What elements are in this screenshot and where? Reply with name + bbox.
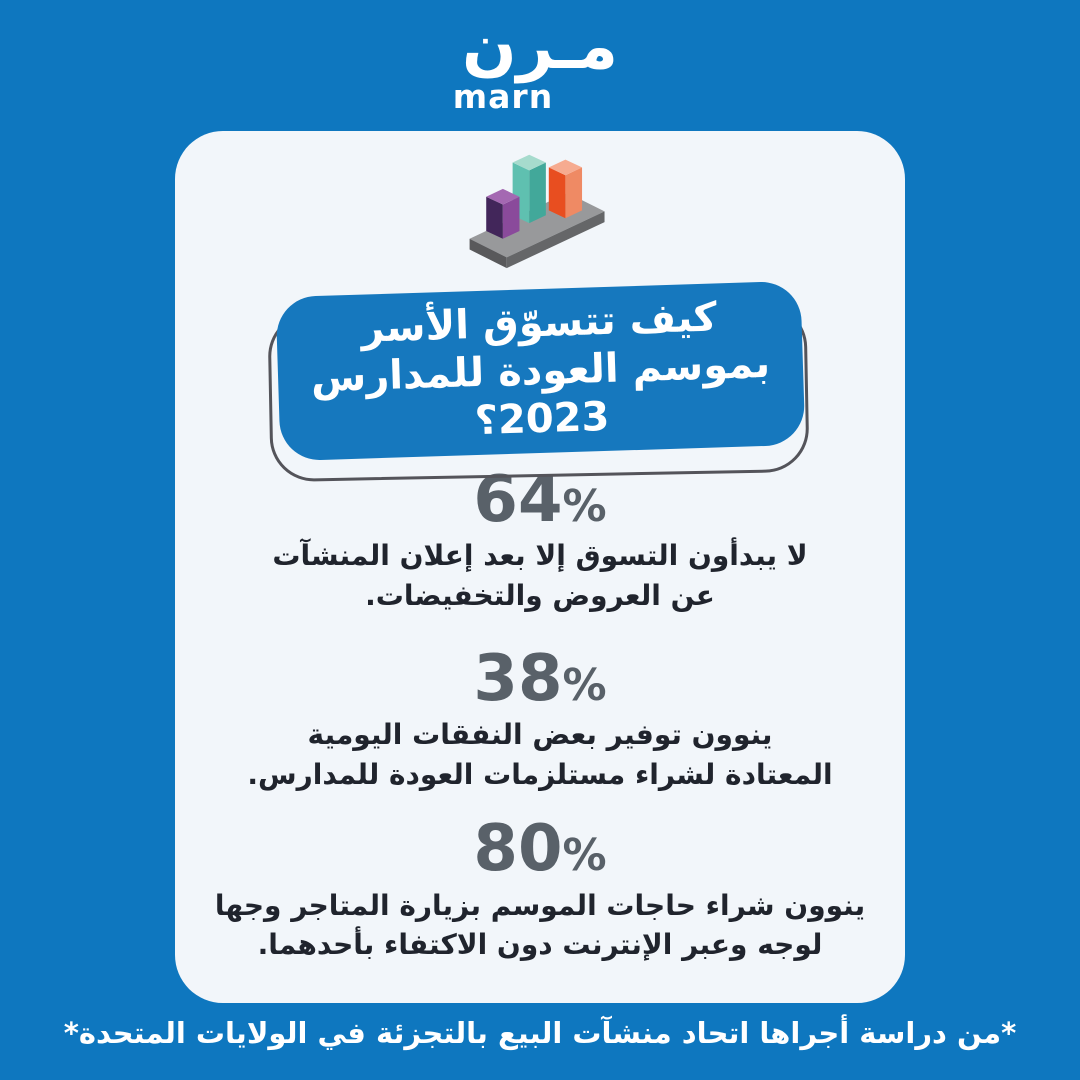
- stat-text-64: [175, 534, 905, 616]
- stat-text-line: ينوون شراء حاجات الموسم بزيارة المتاجر وجها: [214, 888, 866, 922]
- stat-text-line: ينوون توفير بعض النفقات اليومية: [307, 717, 773, 751]
- stat-number: 64: [473, 463, 563, 537]
- stat-number: 80: [473, 812, 563, 887]
- stat-text-line: عن العروض والتخفيضات.: [365, 578, 715, 612]
- stat-text-line: المعتادة لشراء مستلزمات العودة للمدارس.: [247, 757, 833, 791]
- orange-bar-left-face: [549, 167, 566, 218]
- teal-bar-right-face: [529, 163, 546, 224]
- stat-value-38: [175, 641, 905, 716]
- stat-block-64: [175, 463, 905, 616]
- stat-block-80: [175, 812, 905, 965]
- orange-bar-right-face: [565, 167, 582, 218]
- brand-logo-arabic: مـرن: [462, 10, 618, 84]
- content-card: [175, 131, 905, 1003]
- brand-logo: [0, 10, 1080, 117]
- title-line-1: كيف تتسوّق الأسر: [360, 294, 717, 352]
- stat-block-38: [175, 641, 905, 795]
- title-block: [278, 289, 803, 457]
- stat-value-64: [175, 463, 905, 537]
- stat-text-38: [175, 713, 905, 795]
- title-line-3: 2023؟: [473, 393, 610, 445]
- stat-text-line: لوجه وعبر الإنترنت دون الاكتفاء بأحدهما.: [257, 928, 823, 962]
- percent-sign: %: [562, 481, 607, 532]
- stat-value-80: [175, 812, 905, 887]
- title-line-2: بموسم العودة للمدارس: [309, 340, 771, 402]
- bar-chart-3d-icon: [455, 141, 625, 273]
- brand-logo-latin: marn: [452, 77, 554, 117]
- bar-chart-3d-svg: [455, 141, 625, 273]
- stat-text-80: [175, 884, 905, 966]
- title-box: [275, 281, 805, 461]
- stat-number: 38: [473, 641, 563, 716]
- percent-sign: %: [562, 659, 607, 711]
- percent-sign: %: [562, 830, 607, 882]
- stat-text-line: لا يبدأون التسوق إلا بعد إعلان المنشآت: [272, 539, 808, 573]
- source-footnote: *من دراسة أجراها اتحاد منشآت البيع بالتجزئة في الولايات المتحدة*: [63, 1016, 1017, 1050]
